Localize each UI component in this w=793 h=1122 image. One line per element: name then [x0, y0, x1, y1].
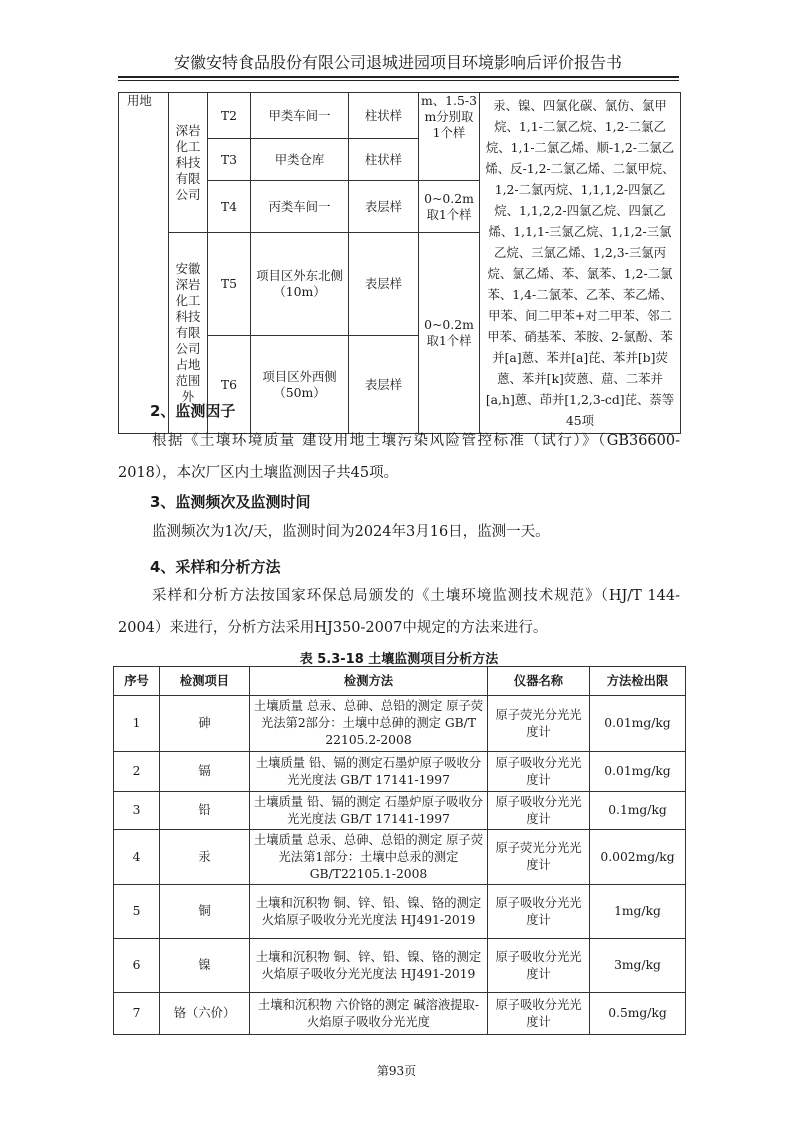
- point-id-cell: T3: [208, 139, 251, 181]
- item-cell: 汞: [160, 830, 250, 885]
- page-number: 第93页: [376, 1064, 417, 1078]
- sample-type-cell: 表层样: [349, 181, 419, 233]
- column-header: 检测方法: [250, 667, 488, 696]
- column-header: 仪器名称: [488, 667, 590, 696]
- table-row: [114, 885, 686, 939]
- org-cell: 深岩化工科技有限公司: [169, 93, 208, 233]
- method-cell: 土壤质量 铅、镉的测定 石墨炉原子吸收分光光度法 GB/T 17141-1997: [250, 792, 488, 830]
- table-row: [119, 93, 681, 139]
- item-cell: 铅: [160, 792, 250, 830]
- row-number: 6: [114, 939, 160, 993]
- instrument-cell: 原子荧光分光光度计: [488, 696, 590, 752]
- limit-cell: 0.01mg/kg: [590, 696, 686, 752]
- method-cell: 土壤和沉积物 铜、锌、铅、镍、铬的测定 火焰原子吸收分光光度法 HJ491-2019: [250, 885, 488, 939]
- header-rule: [118, 76, 679, 81]
- item-cell: 镉: [160, 752, 250, 792]
- column-header: 方法检出限: [590, 667, 686, 696]
- section-heading: 4、采样和分析方法: [150, 558, 281, 576]
- location-cell: 丙类车间一: [251, 181, 349, 233]
- row-number: 3: [114, 792, 160, 830]
- method-cell: 土壤质量 总汞、总砷、总铅的测定 原子荧光法第2部分：土壤中总砷的测定 GB/T 22105.2-2008: [250, 696, 488, 752]
- limit-cell: 0.002mg/kg: [590, 830, 686, 885]
- location-cell: 项目区外西侧（50m）: [251, 336, 349, 434]
- analysis-methods-table: [113, 666, 686, 1035]
- row-number: 1: [114, 696, 160, 752]
- table-caption: 表 5.3-18 土壤监测项目分析方法: [299, 652, 499, 667]
- method-cell: 土壤质量 总汞、总砷、总铅的测定 原子荧光法第1部分：土壤中总汞的测定 GB/T22105.1-2008: [250, 830, 488, 885]
- depth-cell: 0~0.2m取1个样: [419, 233, 480, 434]
- sample-type-cell: 表层样: [349, 233, 419, 336]
- org-cell: 安徽深岩化工科技有限公司占地范围外: [169, 233, 208, 434]
- limit-cell: 0.01mg/kg: [590, 752, 686, 792]
- land-type-cell: 用地: [119, 93, 169, 434]
- section-body: 根据《土壤环境质量 建设用地土壤污染风险管控标准（试行）》（GB36600-2018），本次厂区内土壤监测因子共45项。: [118, 433, 680, 481]
- limit-cell: 1mg/kg: [590, 885, 686, 939]
- limit-cell: 0.1mg/kg: [590, 792, 686, 830]
- section-body: 采样和分析方法按国家环保总局颁发的《土壤环境监测技术规范》（HJ/T 144-2004）来进行，分析方法采用HJ350-2007中规定的方法来进行。: [118, 588, 680, 636]
- table-row: [114, 696, 686, 752]
- row-number: 4: [114, 830, 160, 885]
- table-row: [114, 939, 686, 993]
- instrument-cell: 原子吸收分光光度计: [488, 939, 590, 993]
- point-id-cell: T5: [208, 233, 251, 336]
- point-id-cell: T4: [208, 181, 251, 233]
- point-id-cell: T2: [208, 93, 251, 139]
- table-row: [114, 752, 686, 792]
- depth-cell: 0~0.2m取1个样: [419, 181, 480, 233]
- point-id-cell: T6: [208, 336, 251, 434]
- instrument-cell: 原子吸收分光光度计: [488, 993, 590, 1035]
- column-header: 序号: [114, 667, 160, 696]
- factors-cell: 汞、镍、四氯化碳、氯仿、氯甲烷、1,1-二氯乙烷、1,2-二氯乙烷、1,1-二氯乙烯、顺-1,2-二氯乙烯、反-1,2-二氯乙烯、二氯甲烷、1,2-二氯丙烷、1,1,1,2-四氯乙烷、1,1,2,2-四氯乙烷、四氯乙烯、1,1,1-三氯乙烷、1,1,2-三氯乙烷、三氯乙烯、1,2,3-三氯丙烷、氯乙烯、苯、氯苯、1,2-二氯苯、1,4-二氯苯、乙苯、苯乙烯、甲苯、间二甲苯+对二甲苯、邻二甲苯、硝基苯、苯胺、2-氯酚、苯并[a]蒽、苯并[a]芘、苯并[b]荧蒽、苯并[k]荧蒽、䓛、二苯并[a,h]蒽、茚并[1,2,3-cd]芘、萘等45项: [480, 93, 681, 434]
- sample-type-cell: 柱状样: [349, 139, 419, 181]
- section-heading: 2、监测因子: [150, 402, 236, 420]
- table-row: [114, 993, 686, 1035]
- sample-type-cell: 表层样: [349, 336, 419, 434]
- item-cell: 镍: [160, 939, 250, 993]
- depth-cell: m、1.5-3m分别取1个样: [419, 93, 480, 181]
- item-cell: 铜: [160, 885, 250, 939]
- instrument-cell: 原子荧光分光光度计: [488, 830, 590, 885]
- row-number: 5: [114, 885, 160, 939]
- limit-cell: 3mg/kg: [590, 939, 686, 993]
- table-header-row: [114, 667, 686, 696]
- row-number: 7: [114, 993, 160, 1035]
- sampling-points-table: [118, 92, 681, 434]
- section-body: 监测频次为1次/天，监测时间为2024年3月16日，监测一天。: [152, 524, 550, 540]
- location-cell: 甲类车间一: [251, 93, 349, 139]
- row-number: 2: [114, 752, 160, 792]
- item-cell: 砷: [160, 696, 250, 752]
- page-header-title: 安徽安特食品股份有限公司退城进园项目环境影响后评价报告书: [173, 53, 622, 72]
- location-cell: 项目区外东北侧（10m）: [251, 233, 349, 336]
- table-row: [114, 792, 686, 830]
- method-cell: 土壤质量 铅、镉的测定石墨炉原子吸收分光光度法 GB/T 17141-1997: [250, 752, 488, 792]
- method-cell: 土壤和沉积物 铜、锌、铅、镍、铬的测定 火焰原子吸收分光光度法 HJ491-2019: [250, 939, 488, 993]
- instrument-cell: 原子吸收分光光度计: [488, 792, 590, 830]
- method-cell: 土壤和沉积物 六价铬的测定 碱溶液提取-火焰原子吸收分光光度: [250, 993, 488, 1035]
- instrument-cell: 原子吸收分光光度计: [488, 885, 590, 939]
- table-row: [114, 830, 686, 885]
- instrument-cell: 原子吸收分光光度计: [488, 752, 590, 792]
- item-cell: 铬（六价）: [160, 993, 250, 1035]
- section-heading: 3、监测频次及监测时间: [150, 493, 311, 511]
- sample-type-cell: 柱状样: [349, 93, 419, 139]
- column-header: 检测项目: [160, 667, 250, 696]
- location-cell: 甲类仓库: [251, 139, 349, 181]
- limit-cell: 0.5mg/kg: [590, 993, 686, 1035]
